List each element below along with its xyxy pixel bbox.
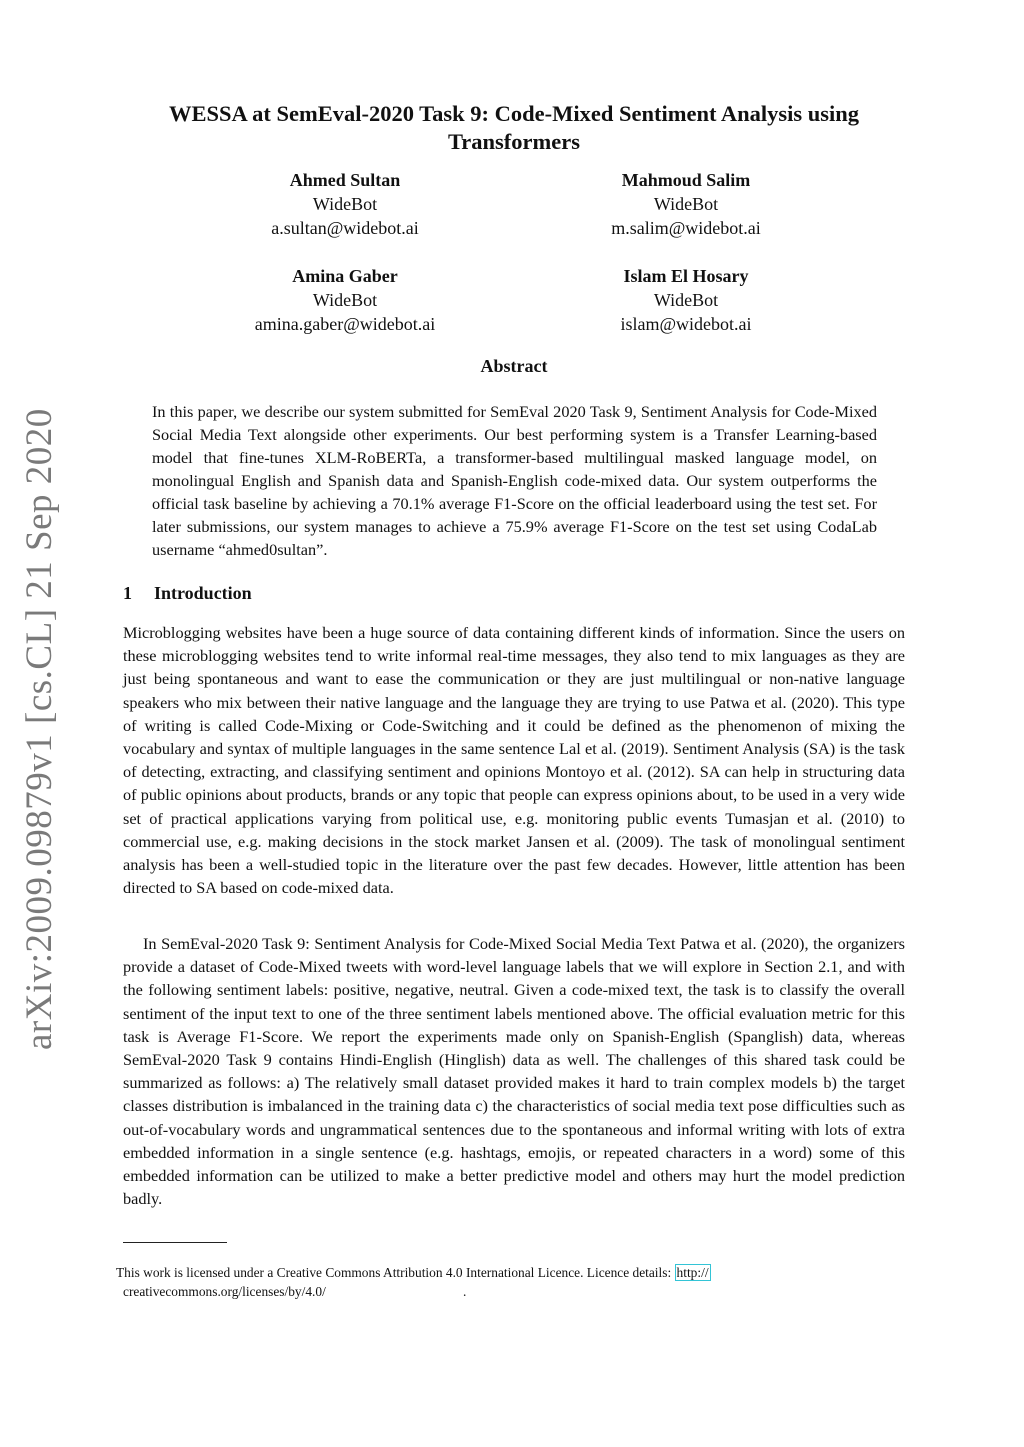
body-paragraph: In SemEval-2020 Task 9: Sentiment Analysis for Code-Mixed Social Media Text Patwa et al. (2020), the organizers provide a dataset of Code-Mixed tweets with word-level language labels that we will explore in Section 2.1, and with the following sentiment labels: positive, negative, neutral. Given a code-mixed text, the task is to classify the overall sentiment of the input text to one of the three sentiment labels mentioned above. The official evaluation metric for this task is Average F1-Score. We report the experiments made only on Spanish-English (Spanglish) data, whereas SemEval-2020 Task 9 contains Hindi-English (Hinglish) data as well. The challenges of this shared task could be summarized as follows: a) The relatively small dataset provided makes it hard to train complex models b) the target classes distribution is imbalanced in the training data c) the characteristics of social media text pose difficulties such as out-of-vocabulary words and ungrammatical sentences due to the spontaneous and informal writing with lots of extra embedded information in a single sentence (e.g. hashtags, emojis, or repeated characters in a word) some of this embedded information can be utilized to make a better predictive model and others may hurt the model prediction badly.	[123, 934, 905, 1209]
license-footnote	[116, 1263, 880, 1301]
arxiv-identifier: arXiv:2009.09879v1 [cs.CL] 21 Sep 2020	[19, 408, 60, 1050]
author-name: Ahmed Sultan	[289, 170, 401, 190]
author-name: Islam El Hosary	[623, 266, 749, 286]
footnote-end: .	[463, 1284, 467, 1299]
abstract-heading: Abstract	[480, 356, 548, 376]
title-line-2: Transformers	[447, 129, 581, 154]
author-email[interactable]: a.sultan@widebot.ai	[271, 218, 419, 238]
footnote-text: This work is licensed under a Creative Commons Attribution 4.0 International Licence. Licence details:	[116, 1265, 672, 1280]
author-name: Amina Gaber	[292, 266, 398, 286]
paper-title	[123, 100, 905, 156]
author-block	[195, 168, 495, 240]
author-block	[536, 168, 836, 240]
author-email[interactable]: m.salim@widebot.ai	[611, 218, 761, 238]
license-link-continued[interactable]: creativecommons.org/licenses/by/4.0/	[123, 1284, 326, 1299]
section-title: Introduction	[154, 583, 252, 603]
abstract-body: In this paper, we describe our system submitted for SemEval 2020 Task 9, Sentiment Analysis for Code-Mixed Social Media Text alongside other experiments. Our best performing system is a Transfer Learning-based model that fine-tunes XLM-RoBERTa, a transformer-based multilingual masked language model, on monolingual English and Spanish data and Spanish-English code-mixed data. Our system outperforms the official task baseline by achieving a 70.1% average F1-Score on the official leaderboard using the test set. For later submissions, our system manages to achieve a 75.9% average F1-Score on the test set using CodaLab username “ahmed0sultan”.	[152, 402, 877, 559]
title-line-1: WESSA at SemEval-2020 Task 9: Code-Mixed Sentiment Analysis using	[168, 101, 860, 126]
footnote-divider	[123, 1242, 227, 1243]
body-paragraph: Microblogging websites have been a huge source of data containing different kinds of information. Since the users on these microblogging websites tend to write informal real-time messages, they also tend to mix languages as they are just being spontaneous and want to ease the communication or they are just multilingual or non-native language speakers who mix between their native language and the language they are trying to use Patwa et al. (2020). This type of writing is called Code-Mixing or Code-Switching and it could be defined as the phenomenon of mixing the vocabulary and syntax of multiple languages in the same sentence Lal et al. (2019). Sentiment Analysis (SA) is the task of detecting, extracting, and classifying sentiment and opinions Montoyo et al. (2012). SA can help in structuring data of public opinions about products, brands or any topic that people can express opinions about, to be used in a very wide set of practical applications varying from political use, e.g. monitoring public events Tumasjan et al. (2010) to commercial use, e.g. making decisions in the stock market Jansen et al. (2009). The task of monolingual sentiment analysis has been a well-studied topic in the literature over the past few decades. However, little attention has been directed to SA based on code-mixed data.	[123, 623, 905, 898]
author-block	[195, 264, 495, 336]
license-link[interactable]: http://	[676, 1265, 709, 1280]
author-block	[536, 264, 836, 336]
author-affiliation: WideBot	[312, 290, 378, 310]
author-email[interactable]: islam@widebot.ai	[620, 314, 752, 334]
section-heading	[123, 583, 252, 604]
section-number: 1	[123, 583, 132, 603]
author-name: Mahmoud Salim	[621, 170, 751, 190]
author-affiliation: WideBot	[653, 290, 719, 310]
author-affiliation: WideBot	[653, 194, 719, 214]
author-affiliation: WideBot	[312, 194, 378, 214]
author-email[interactable]: amina.gaber@widebot.ai	[254, 314, 436, 334]
